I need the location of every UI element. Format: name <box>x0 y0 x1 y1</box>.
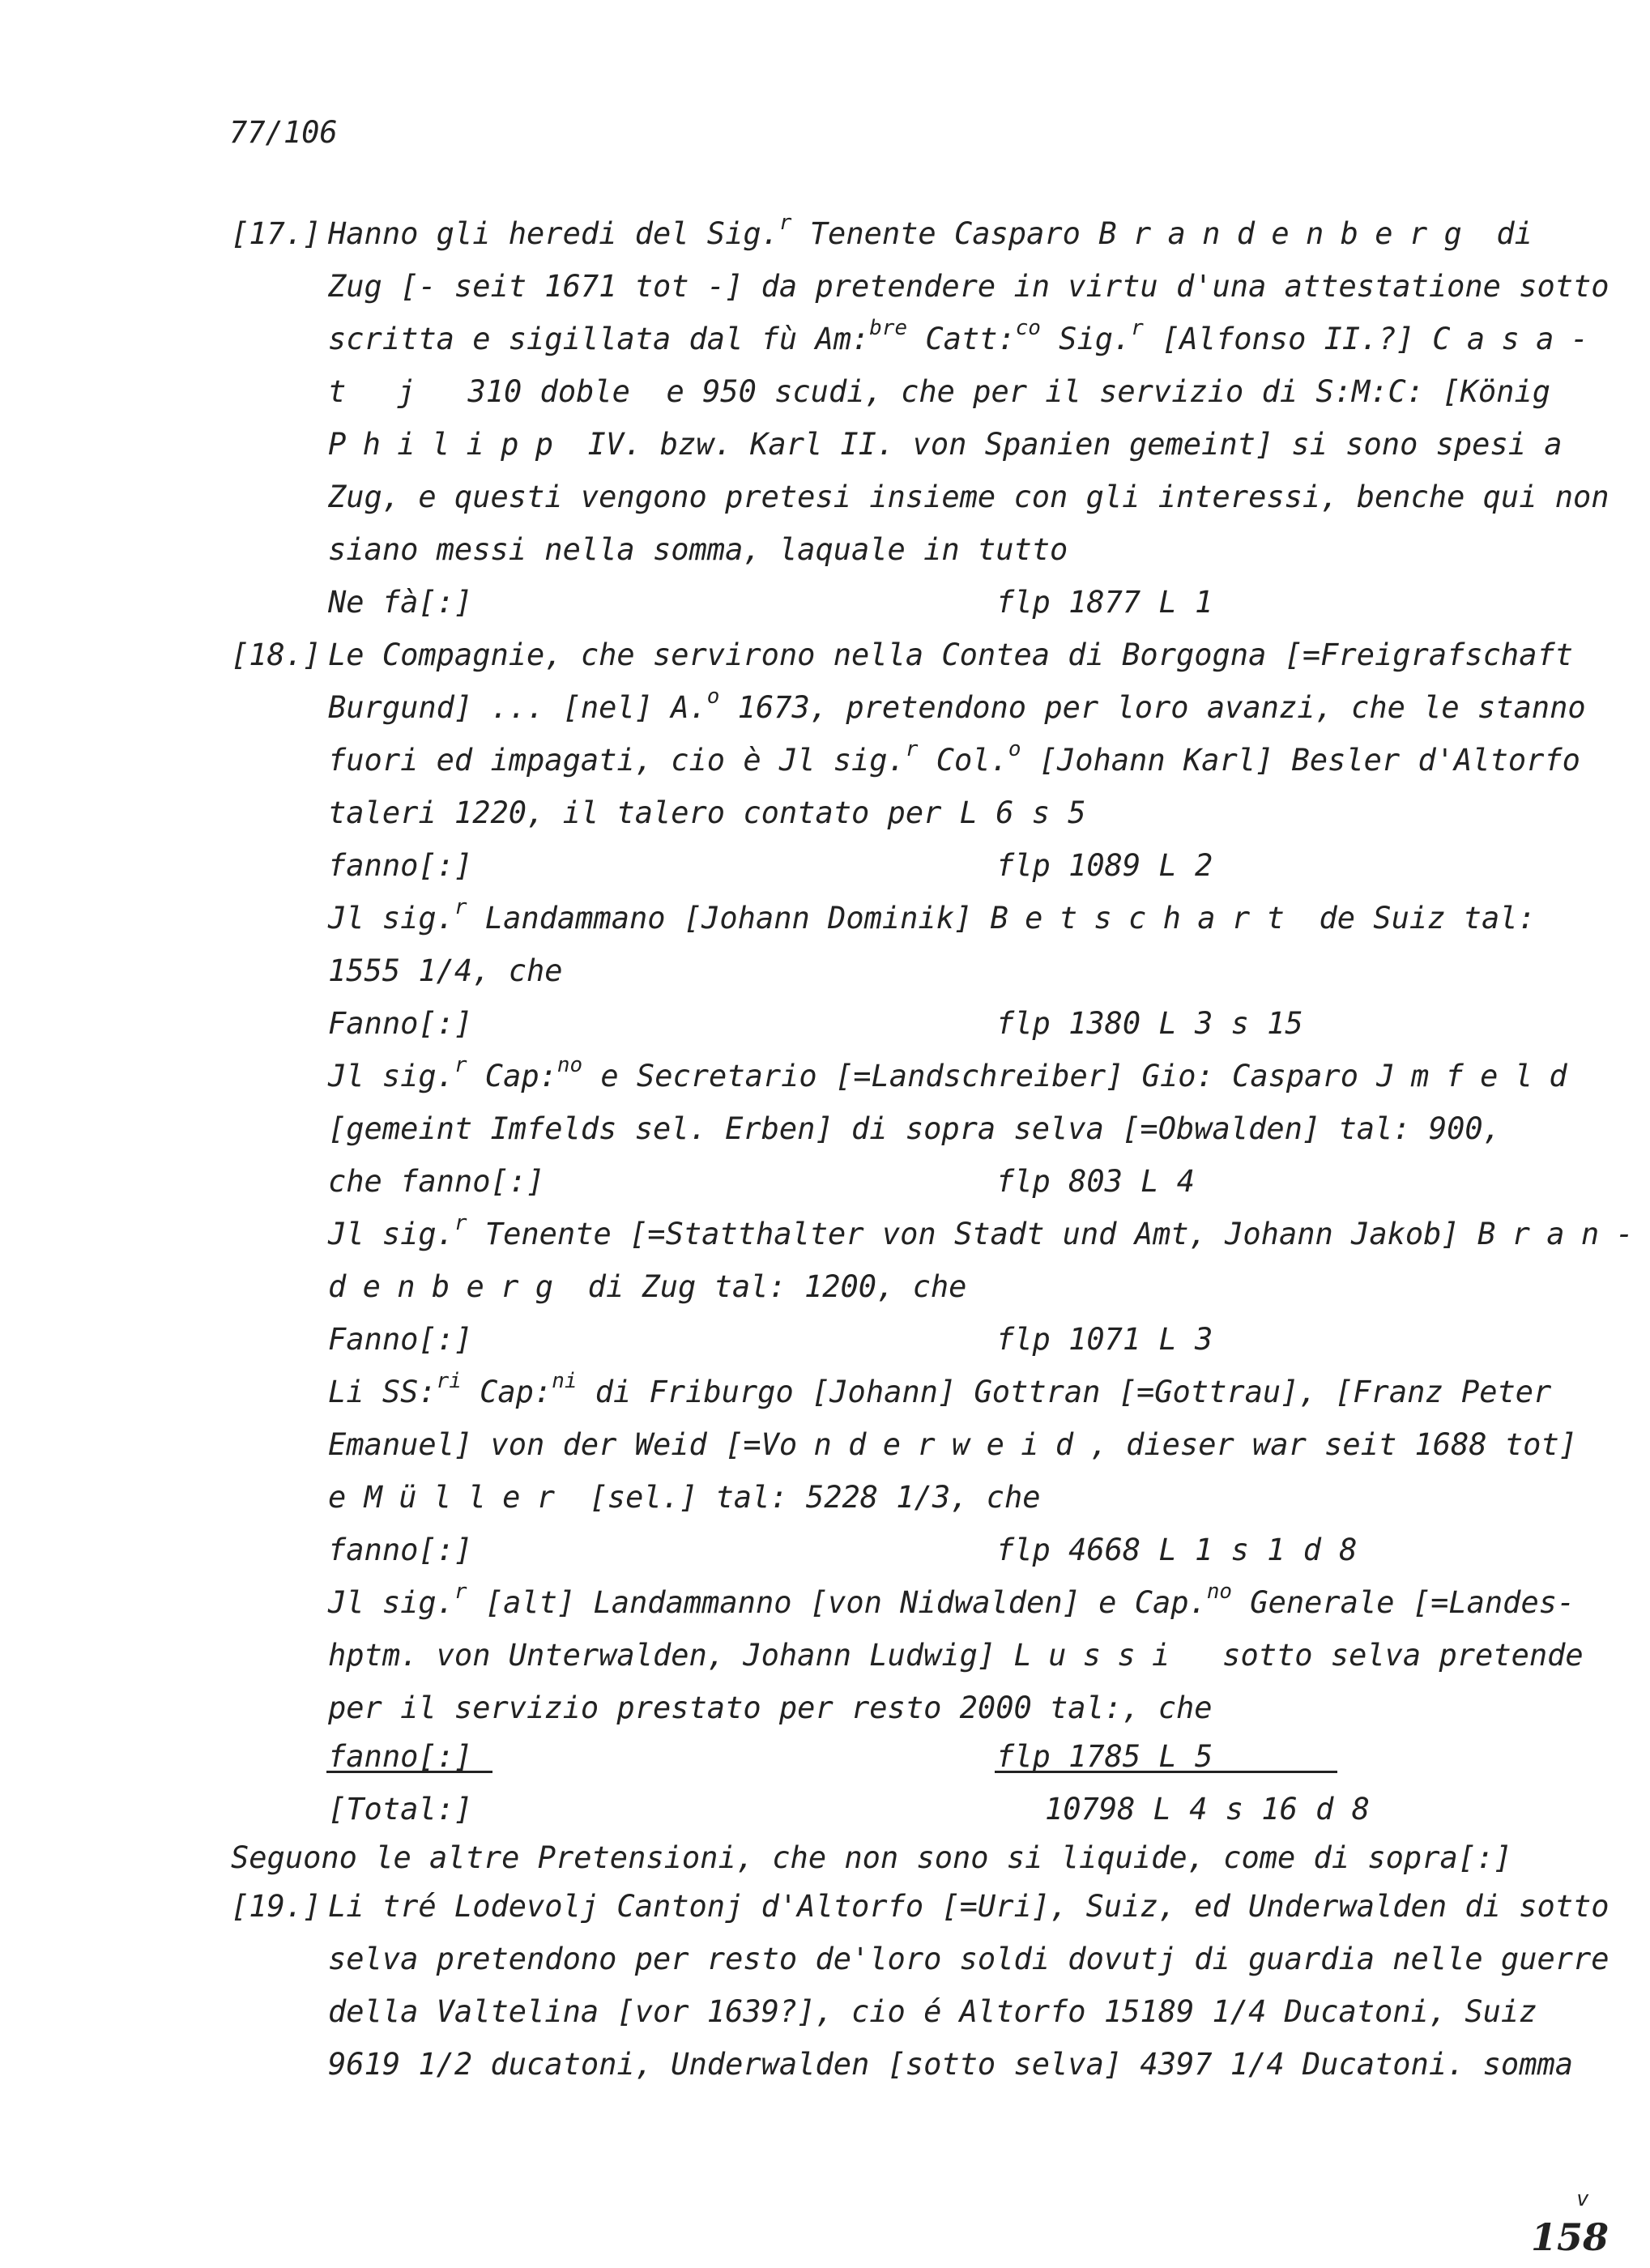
entry-17-line-2: Zug [- seit 1671 tot -] da pretendere in virtu d'una attestatione sotto <box>328 269 1609 304</box>
entry-18-line-16: Emanuel] von der Weid [=Vonderweid, dieser war seit 1688 tot] <box>328 1427 1577 1462</box>
entry-18-fanno-2: Fanno[:] <box>328 1006 473 1041</box>
entry-19-number: [19.] <box>231 1889 322 1924</box>
entry-17-line-4: t j 310 doble e 950 scudi, che per il servizio di S:M:C: [König <box>328 374 1550 409</box>
entry-18-line-6: Jl sig.$^r$ Landammano [Johann Dominik] Betschart de Suiz tal: <box>328 894 1536 936</box>
entry-18-line-17: e Müller [sel.] tal: 5228 1/3, che <box>328 1480 1041 1515</box>
entry-19-line-1: Li tré Lodevolj Cantonj d'Altorfo [=Uri], Suiz, ed Underwalden di sotto <box>328 1889 1609 1924</box>
entry-18-fanno-3: che fanno[:] <box>328 1164 545 1199</box>
entry-17-line-6: Zug, e questi vengono pretesi insieme con gli interessi, benche qui non <box>328 480 1609 514</box>
entry-17-line-5: Philipp IV. bzw. Karl II. von Spanien gemeint] si sono spesi a <box>328 427 1563 462</box>
entry-17-number: [17.] <box>231 216 322 251</box>
entry-19-line-2: selva pretendono per resto de'loro soldi dovutj di guardia nelle guerre <box>328 1942 1609 1976</box>
folio-number: 158 <box>1531 2215 1609 2259</box>
entry-17-subtotal-label: Ne fà[:] <box>328 585 473 620</box>
entry-17-amount: flp 1877 L 1 <box>996 585 1213 620</box>
entry-18-fanno-5: fanno[:] <box>328 1533 473 1567</box>
entry-18-amount-3: flp 803 L 4 <box>996 1164 1196 1199</box>
total-rule-right <box>995 1771 1337 1773</box>
entry-19-line-4: 9619 1/2 ducatoni, Underwalden [sotto selva] 4397 1/4 Ducatoni. somma <box>328 2047 1574 2082</box>
entry-18-amount-4: flp 1071 L 3 <box>996 1322 1213 1357</box>
entry-19-line-3: della Valtelina [vor 1639?], cio é Altorfo 15189 1/4 Ducatoni, Suiz <box>328 1994 1537 2029</box>
entry-18-line-7: 1555 1/4, che <box>328 953 563 988</box>
total-amount: 10798 L 4 s 16 d 8 <box>1045 1792 1370 1827</box>
entry-17-line-7: siano messi nella somma, laquale in tutto <box>328 532 1068 567</box>
entry-18-line-10: [gemeint Imfelds sel. Erben] di sopra selva [=Obwalden] tal: 900, <box>328 1111 1501 1146</box>
entry-17-line-1: Hanno gli heredi del Sig.$^r$ Tenente Casparo Brandenberg di <box>328 210 1533 251</box>
entry-18-line-4: taleri 1220, il talero contato per L 6 s 5 <box>328 795 1086 830</box>
folio-verso-mark: v <box>1576 2187 1589 2211</box>
entry-18-fanno-4: Fanno[:] <box>328 1322 473 1357</box>
total-rule-left <box>326 1771 492 1773</box>
entry-18-line-21: per il servizio prestato per resto 2000 tal:, che <box>328 1690 1213 1725</box>
entry-18-amount-5: flp 4668 L 1 s 1 d 8 <box>996 1533 1358 1567</box>
entry-18-line-12: Jl sig.$^r$ Tenente [=Statthalter von Stadt und Amt, Johann Jakob] Bran- <box>328 1210 1650 1251</box>
seguono-heading: Seguono le altre Pretensioni, che non sono si liquide, come di sopra[:] <box>231 1840 1512 1875</box>
entry-18-line-9: Jl sig.$^r$ Cap:$^{no}$ e Secretario [=Landschreiber] Gio: Casparo Jmfeld <box>328 1052 1584 1094</box>
entry-18-number: [18.] <box>231 637 322 672</box>
entry-18-line-19: Jl sig.$^r$ [alt] Landammanno [von Nidwalden] e Cap.$^{no}$ Generale [=Landes- <box>328 1579 1575 1620</box>
entry-18-amount-2: flp 1380 L 3 s 15 <box>996 1006 1303 1041</box>
entry-18-fanno-6: fanno[:] <box>328 1739 473 1774</box>
entry-18-line-20: hptm. von Unterwalden, Johann Ludwig] Lussi sotto selva pretende <box>328 1638 1584 1673</box>
entry-18-line-13: denberg di Zug tal: 1200, che <box>328 1269 967 1304</box>
entry-18-line-2: Burgund] ... [nel] A.$^o$ 1673, pretendono per loro avanzi, che le stanno <box>328 684 1586 725</box>
entry-18-line-15: Li SS:$^{ri}$ Cap:$^{ni}$ di Friburgo [Johann] Gottran [=Gottrau], [Franz Peter <box>328 1368 1552 1409</box>
total-label: [Total:] <box>328 1792 473 1827</box>
entry-18-amount-6: flp 1785 L 5 <box>996 1739 1213 1774</box>
entry-17-line-3: scritta e sigillata dal fù Am:$^{bre}$ Catt:$^{co}$ Sig.$^r$ [Alfonso II.?] Casa- <box>328 315 1605 356</box>
entry-18-line-1: Le Compagnie, che servirono nella Contea di Borgogna [=Freigrafschaft <box>328 637 1574 672</box>
entry-18-amount-1: flp 1089 L 2 <box>996 848 1213 883</box>
entry-18-line-3: fuori ed impagati, cio è Jl sig.$^r$ Col.$^o$ [Johann Karl] Besler d'Altorfo <box>328 736 1580 778</box>
entry-18-fanno-1: fanno[:] <box>328 848 473 883</box>
page-reference: 77/106 <box>229 115 338 150</box>
